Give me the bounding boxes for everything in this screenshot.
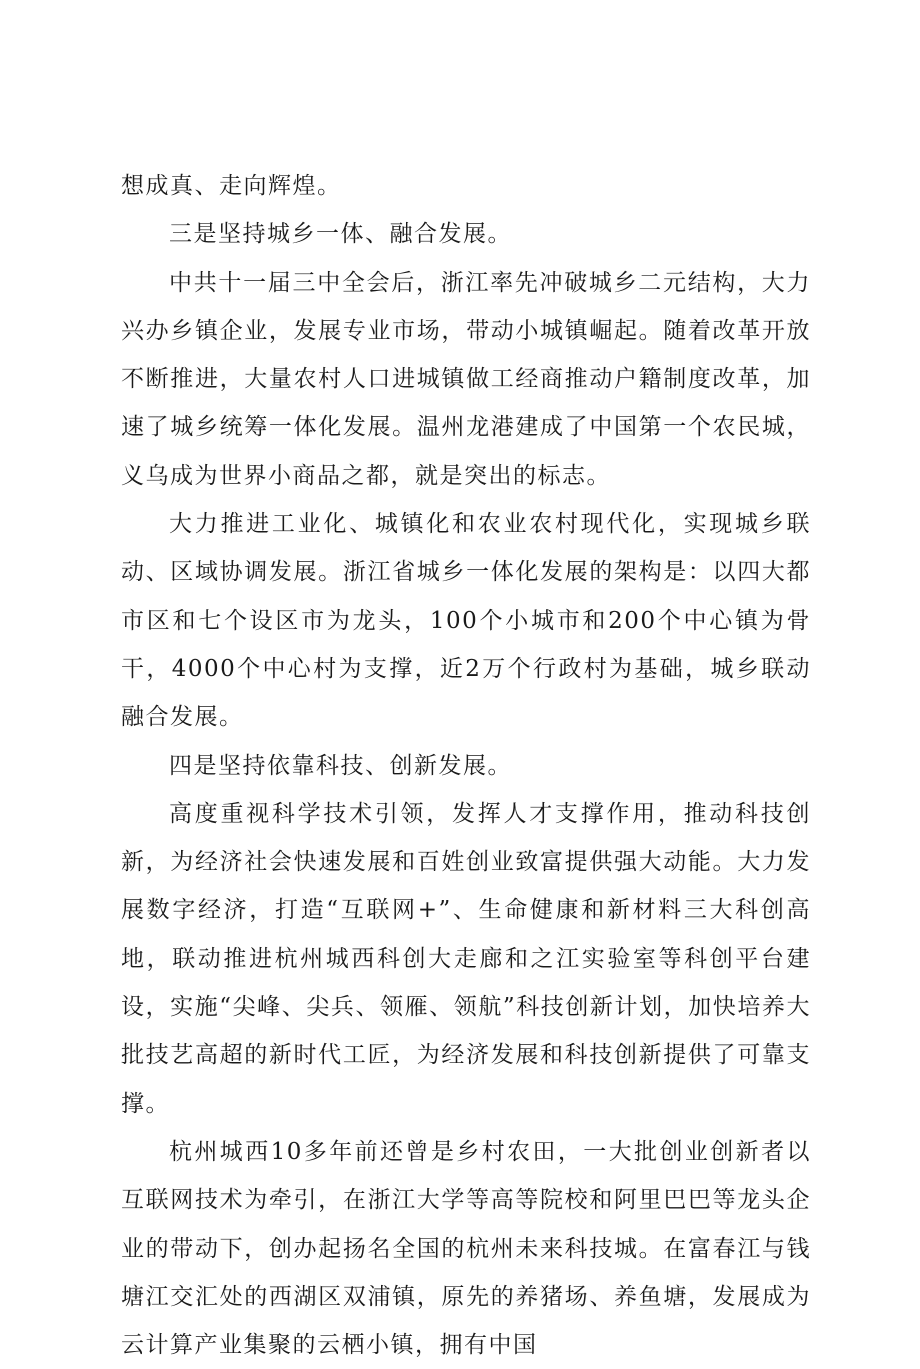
section-heading-four: 四是坚持依靠科技、创新发展。: [169, 752, 512, 779]
paragraph: 中共十一届三中全会后，浙江率先冲破城乡二元结构，大力兴办乡镇企业，发展专业市场，带动小城镇崛起。随着改革开放不断推进，大量农村人口进城镇做工经商推动户籍制度改革，加速了城乡统筹一体化发展。温州龙港建成了中国第一个农民城，义乌成为世界小商品之都，就是突出的标志。: [121, 269, 811, 489]
paragraph: 杭州城西10多年前还曾是乡村农田，一大批创业创新者以互联网技术为牵引，在浙江大学等高等院校和阿里巴巴等龙头企业的带动下，创办起扬名全国的杭州未来科技城。在富春江与钱塘江交汇处的西湖区双浦镇，原先的养猪场、养鱼塘，发展成为云计算产业集聚的云栖小镇，拥有中国: [121, 1138, 811, 1359]
paragraph-continuation: 想成真、走向辉煌。: [121, 173, 342, 199]
section-heading-three: 三是坚持城乡一体、融合发展。: [169, 221, 512, 248]
body-text: [121, 162, 811, 1369]
paragraph: 高度重视科学技术引领，发挥人才支撑作用，推动科技创新，为经济社会快速发展和百姓创业致富提供强大动能。大力发展数字经济，打造“互联网+”、生命健康和新材料三大科创高地，联动推进杭州城西科创大走廊和之江实验室等科创平台建设，实施“尖峰、尖兵、领雁、领航”科技创新计划，加快培养大批技艺高超的新时代工匠，为经济发展和科技创新提供了可靠支撑。: [121, 800, 811, 1117]
paragraph: 大力推进工业化、城镇化和农业农村现代化，实现城乡联动、区域协调发展。浙江省城乡一体化发展的架构是：以四大都市区和七个设区市为龙头，100个小城市和200个中心镇为骨干，4000个中心村为支撑，近2万个行政村为基础，城乡联动融合发展。: [121, 511, 811, 731]
